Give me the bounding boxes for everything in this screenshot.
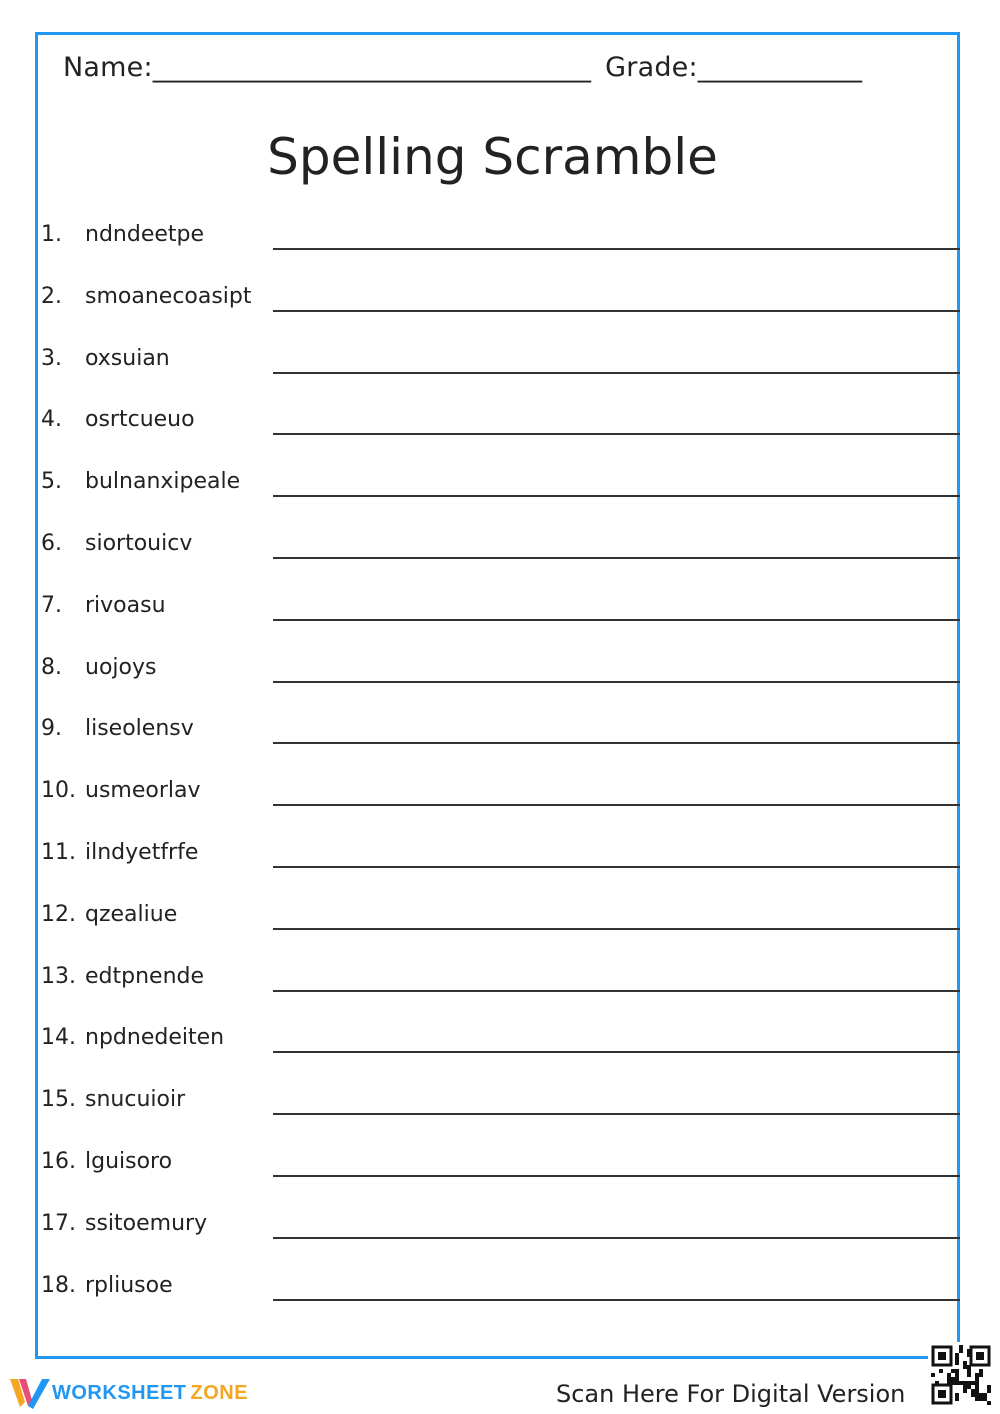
item-number: 3. [41,346,62,371]
item-number: 10. [41,778,76,803]
answer-line[interactable] [273,804,960,806]
answer-line[interactable] [273,433,960,435]
scrambled-word: liseolensv [85,716,194,741]
answer-line[interactable] [273,310,960,312]
grade-field-label: Grade:____________ [605,52,863,83]
scrambled-word: ssitoemury [85,1211,208,1236]
answer-line[interactable] [273,1299,960,1301]
page-title: Spelling Scramble [267,128,718,186]
scrambled-word: osrtcueuo [85,407,195,432]
answer-line[interactable] [273,248,960,250]
answer-line[interactable] [273,372,960,374]
scrambled-word: ilndyetfrfe [85,840,199,865]
scrambled-word: smoanecoasipt [85,284,252,309]
brand-name-zone: ZONE [190,1381,249,1404]
answer-line[interactable] [273,1175,960,1177]
answer-line[interactable] [273,742,960,744]
answer-line[interactable] [273,990,960,992]
brand-name-worksheet: WORKSHEET [52,1381,187,1404]
item-number: 17. [41,1211,76,1236]
answer-line[interactable] [273,557,960,559]
scrambled-word: usmeorlav [85,778,201,803]
answer-line[interactable] [273,681,960,683]
scrambled-word: lguisoro [85,1149,173,1174]
answer-line[interactable] [273,619,960,621]
item-number: 7. [41,593,62,618]
item-number: 9. [41,716,62,741]
scrambled-word: snucuioir [85,1087,186,1112]
worksheetzone-logo-icon [8,1376,52,1410]
item-number: 12. [41,902,76,927]
scrambled-word: siortouicv [85,531,193,556]
name-field-label: Name:________________________________ [63,52,592,83]
scrambled-word: qzealiue [85,902,178,927]
answer-line[interactable] [273,866,960,868]
item-number: 6. [41,531,62,556]
item-number: 14. [41,1025,76,1050]
scan-instruction: Scan Here For Digital Version [556,1380,906,1408]
header-fields [63,52,862,83]
item-number: 16. [41,1149,76,1174]
answer-line[interactable] [273,928,960,930]
item-number: 4. [41,407,62,432]
item-number: 13. [41,964,76,989]
item-number: 5. [41,469,62,494]
scrambled-word: oxsuian [85,346,170,371]
item-number: 15. [41,1087,76,1112]
scrambled-word: bulnanxipeale [85,469,241,494]
answer-line[interactable] [273,495,960,497]
item-number: 18. [41,1273,76,1298]
scrambled-word: ndndeetpe [85,222,205,247]
scrambled-word: npdnedeiten [85,1025,225,1050]
item-number: 2. [41,284,62,309]
answer-line[interactable] [273,1113,960,1115]
scrambled-word: rpliusoe [85,1273,173,1298]
item-number: 8. [41,655,62,680]
scrambled-word: edtpnende [85,964,205,989]
item-number: 11. [41,840,76,865]
scrambled-word: uojoys [85,655,157,680]
answer-line[interactable] [273,1051,960,1053]
scrambled-word: rivoasu [85,593,166,618]
item-number: 1. [41,222,62,247]
answer-line[interactable] [273,1237,960,1239]
brand-logo[interactable] [8,1376,248,1410]
qr-code-icon[interactable] [928,1342,994,1408]
